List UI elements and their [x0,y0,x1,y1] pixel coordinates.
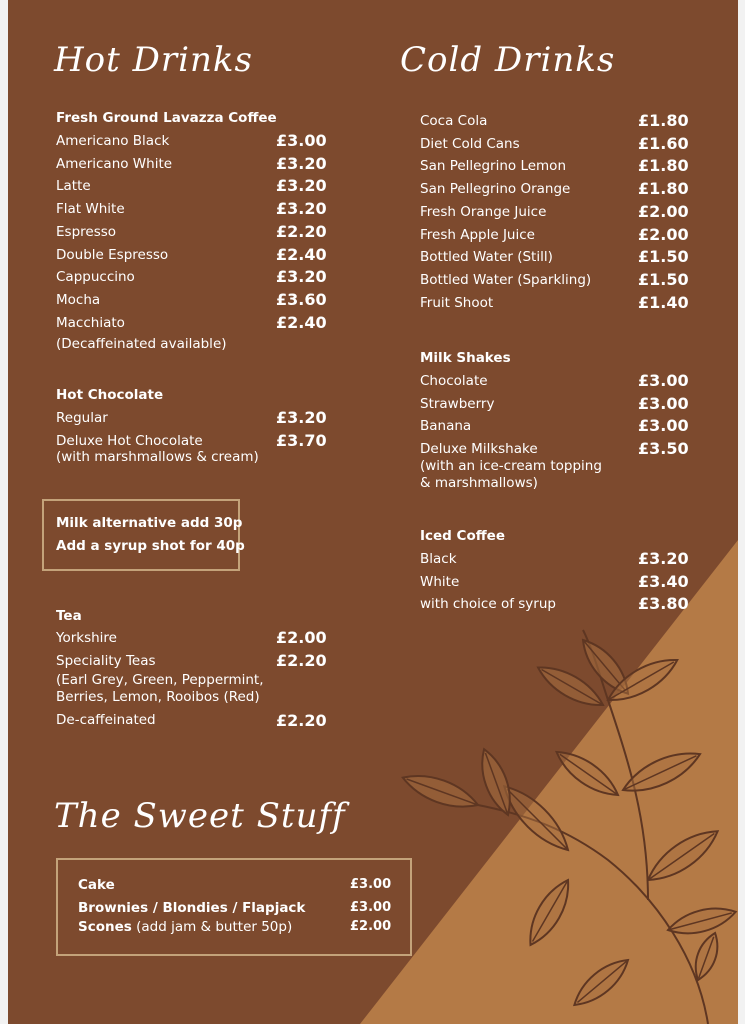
menu-item-name: Flat White [56,201,125,218]
menu-item-name: Latte [56,178,91,195]
menu-item-name: Mocha [56,291,101,308]
menu-item-name: Yorkshire [56,630,117,646]
menu-item-price: £3.20 [276,199,327,219]
menu-item-price: £1.80 [638,156,689,176]
menu-item-price: £2.40 [276,312,327,332]
hot-chocolate-note: (with marshmallows & cream) [56,449,259,465]
cold-drinks-title: Cold Drinks [400,40,616,80]
menu-item-name: Speciality Teas [56,653,156,669]
menu-item-price: £3.00 [638,393,689,413]
menu-item-name: Bottled Water (Still) [420,249,553,266]
sweet-stuff-title: The Sweet Stuff [54,796,346,836]
tea-heading: Tea [56,608,82,624]
menu-item-price: £3.20 [276,176,327,196]
hot-drinks-title: Hot Drinks [54,40,253,80]
menu-item-name: Fruit Shoot [420,294,494,311]
menu-item-name: Regular [56,410,108,426]
coffee-heading: Fresh Ground Lavazza Coffee [56,110,277,126]
milkshake-note: (with an ice-cream topping & marshmallows) [420,458,602,491]
menu-item-price: £3.60 [276,289,327,309]
sweet-item [78,900,305,916]
iced-coffee-heading: Iced Coffee [420,528,505,544]
menu-item-price: £1.50 [638,269,689,289]
extras-box [42,499,243,571]
sweet-item-name: Brownies / Blondies / Flapjack [78,900,306,916]
menu-item-price: £3.20 [276,267,327,287]
sweet-item [78,877,115,893]
menu-page [8,0,738,1024]
menu-item-name: with choice of syrup [420,596,556,613]
menu-item-price: £2.20 [276,711,327,730]
menu-item-price: £2.20 [276,221,327,241]
menu-item-price: £1.40 [638,292,689,312]
menu-item-price: £3.40 [638,571,689,591]
sweet-item-price: £3.00 [350,900,392,915]
syrup-shot-note: Add a syrup shot for 40p [56,538,245,554]
sweet-item-price: £2.00 [350,919,392,934]
menu-item-price: £1.80 [638,111,689,130]
sweet-item-name: Scones [78,919,132,935]
menu-item-name: White [420,573,460,590]
menu-item-name: Coca Cola [420,113,488,129]
tea-varieties-note: (Earl Grey, Green, Peppermint, Berries, Lemon, Rooibos (Red) [56,672,264,705]
menu-item-name: Fresh Orange Juice [420,203,547,220]
menu-item-name: Banana [420,418,472,435]
menu-item-name: Deluxe Milkshake [420,441,538,458]
menu-item-name: Espresso [56,223,117,240]
menu-item-name: De-caffeinated [56,712,156,728]
menu-item-price: £3.70 [276,430,327,450]
menu-item-price: £3.50 [638,439,689,459]
menu-item-price: £3.00 [276,131,327,150]
menu-item-price: £3.00 [638,371,689,390]
milk-alternative-note: Milk alternative add 30p [56,515,243,531]
menu-item-name: Macchiato [56,314,125,331]
menu-item-name: San Pellegrino Lemon [420,158,566,175]
hot-chocolate-heading: Hot Chocolate [56,387,164,403]
menu-item-name: Cappuccino [56,269,135,286]
menu-item-name: Americano Black [56,133,170,149]
menu-item-price: £3.20 [276,153,327,173]
sweet-item-name: Cake [78,877,115,893]
menu-item-price: £2.20 [276,651,327,670]
menu-item-name: Diet Cold Cans [420,135,520,152]
menu-item-name: Black [420,551,457,567]
menu-item-price: £2.00 [638,224,689,244]
sweet-item-extra: (add jam & butter 50p) [131,919,293,935]
menu-item-price: £1.50 [638,247,689,267]
menu-item-price: £3.20 [276,408,327,427]
menu-item-name: Americano White [56,155,173,172]
milk-shakes-heading: Milk Shakes [420,350,511,366]
menu-item-price: £3.80 [638,594,689,614]
menu-item-name: Deluxe Hot Chocolate [56,432,203,449]
decaf-note: (Decaffeinated available) [56,336,227,352]
menu-item-price: £3.00 [638,416,689,436]
menu-item-name: Double Espresso [56,246,169,263]
sweet-item-price: £3.00 [350,877,392,892]
menu-item-price: £2.00 [276,628,327,647]
menu-item-name: Chocolate [420,373,488,389]
menu-item-name: Fresh Apple Juice [420,226,535,243]
menu-item-name: Strawberry [420,395,495,412]
menu-item-name: Bottled Water (Sparkling) [420,271,592,288]
menu-item-price: £2.40 [276,244,327,264]
sweet-item [78,919,292,935]
menu-item-price: £2.00 [638,201,689,221]
menu-item-price: £1.60 [638,133,689,153]
menu-item-name: San Pellegrino Orange [420,181,571,198]
menu-item-price: £3.20 [638,549,689,568]
menu-item-price: £1.80 [638,179,689,199]
